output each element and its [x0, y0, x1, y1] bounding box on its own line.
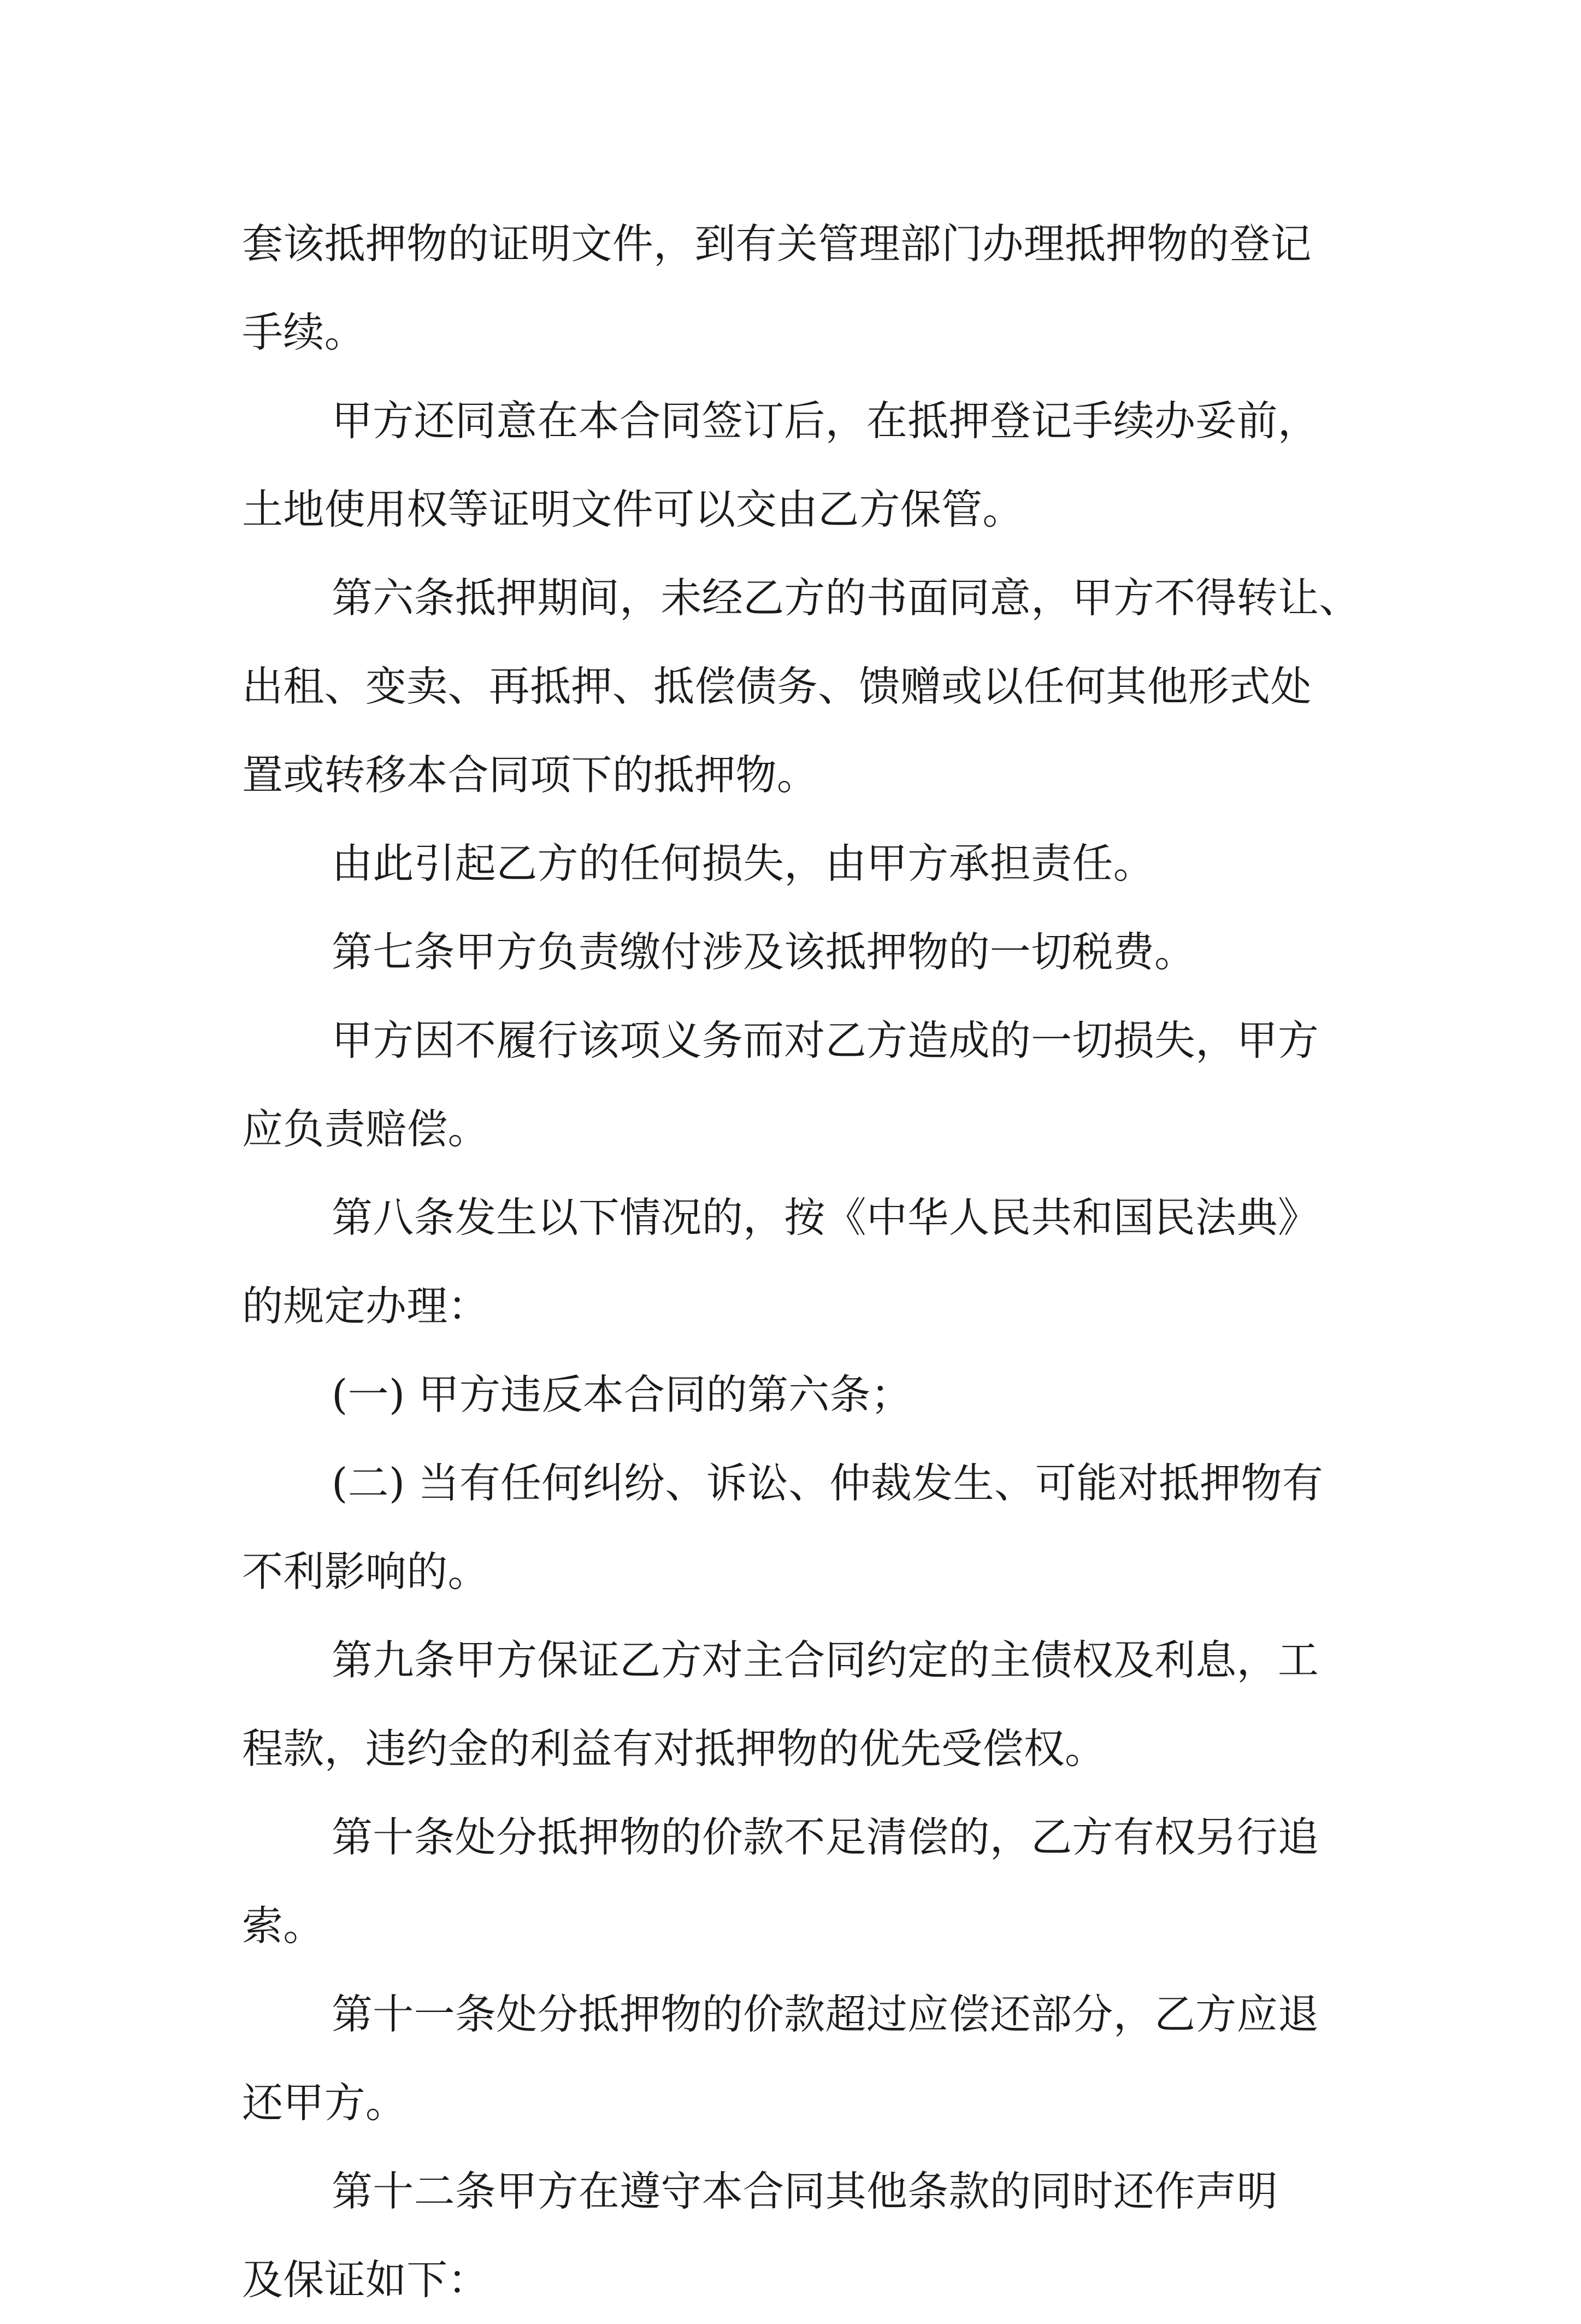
text-line: 不利影响的。 [242, 1548, 489, 1596]
text-line: 的规定办理： [242, 1282, 489, 1330]
paragraph [242, 2147, 1367, 2324]
paragraph [242, 1793, 1367, 1970]
paragraph [242, 996, 1367, 1173]
text-line: (二) 当有任何纠纷、诉讼、仲裁发生、可能对抵押物有 [332, 1459, 1324, 1507]
paragraph [242, 819, 1367, 908]
paragraph [242, 1439, 1367, 1616]
text-line: 套该抵押物的证明文件，到有关管理部门办理抵押物的登记 [242, 220, 1312, 268]
text-line: 索。 [242, 1902, 325, 1950]
text-line: 土地使用权等证明文件可以交由乙方保管。 [242, 485, 1024, 533]
paragraph [242, 908, 1367, 996]
text-line: 程款，违约金的利益有对抵押物的优先受偿权。 [242, 1725, 1106, 1773]
paragraph [242, 1173, 1367, 1350]
text-line: 第十条处分抵押物的价款不足清偿的，乙方有权另行追 [332, 1813, 1319, 1861]
text-line: 及保证如下： [242, 2256, 489, 2304]
paragraph [242, 554, 1367, 819]
text-line: 出租、变卖、再抵押、抵偿债务、馈赠或以任何其他形式处 [242, 662, 1312, 710]
contract-body-text [242, 199, 1367, 2324]
paragraph [242, 1970, 1367, 2147]
text-line: 由此引起乙方的任何损失，由甲方承担责任。 [332, 839, 1155, 887]
text-line: 第十二条甲方在遵守本合同其他条款的同时还作声明 [332, 2167, 1278, 2215]
paragraph [242, 376, 1367, 554]
text-line: 置或转移本合同项下的抵押物。 [242, 751, 818, 799]
text-line: (一) 甲方违反本合同的第六条； [332, 1370, 912, 1419]
text-line: 甲方因不履行该项义务而对乙方造成的一切损失，甲方 [332, 1016, 1319, 1064]
text-line: 甲方还同意在本合同签订后，在抵押登记手续办妥前， [332, 397, 1319, 445]
text-line: 手续。 [242, 308, 365, 356]
text-line: 第七条甲方负责缴付涉及该抵押物的一切税费。 [332, 928, 1196, 976]
text-line: 应负责赔偿。 [242, 1105, 489, 1153]
text-line: 还甲方。 [242, 2079, 407, 2127]
text-line: 第十一条处分抵押物的价款超过应偿还部分，乙方应退 [332, 1990, 1319, 2038]
paragraph [242, 1616, 1367, 1793]
text-line: 第八条发生以下情况的，按《中华人民共和国民法典》 [332, 1193, 1319, 1242]
paragraph [242, 199, 1367, 376]
text-line: 第九条甲方保证乙方对主合同约定的主债权及利息，工 [332, 1636, 1319, 1684]
paragraph [242, 1350, 1367, 1439]
text-line: 第六条抵押期间，未经乙方的书面同意，甲方不得转让、 [332, 574, 1360, 622]
